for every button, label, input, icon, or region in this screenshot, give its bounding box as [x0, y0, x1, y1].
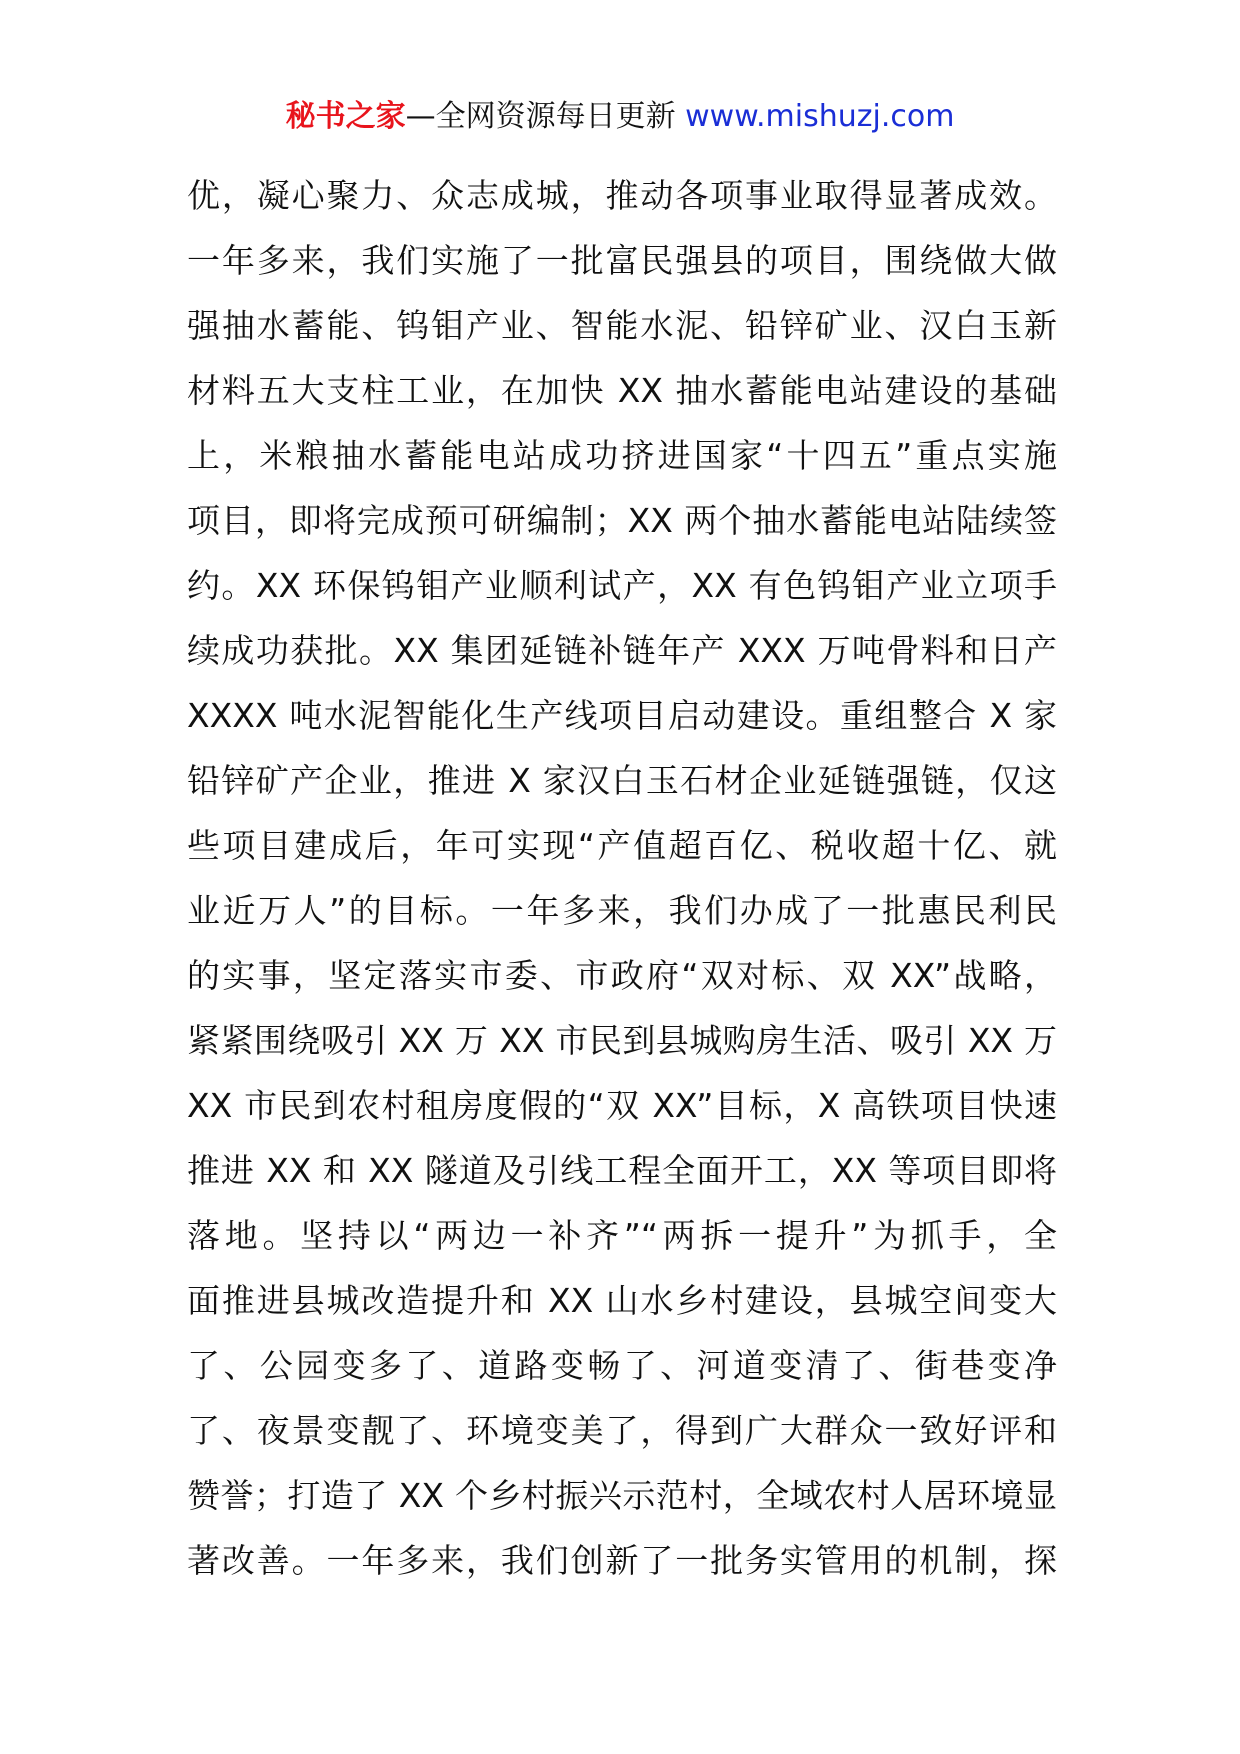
text-line: 面推进县城改造提升和 XX 山水乡村建设，县城空间变大 — [187, 1281, 1057, 1320]
text-line: 上，米粮抽水蓄能电站成功挤进国家“十四五”重点实施 — [187, 436, 1057, 475]
text-line: 强抽水蓄能、钨钼产业、智能水泥、铅锌矿业、汉白玉新 — [187, 306, 1057, 345]
text-line: 著改善。一年多来，我们创新了一批务实管用的机制，探 — [187, 1541, 1057, 1580]
text-line: 落地。坚持以“两边一补齐”“两拆一提升”为抓手，全 — [187, 1216, 1057, 1255]
text-line: 优，凝心聚力、众志成城，推动各项事业取得显著成效。 — [187, 176, 1057, 215]
text-line: 材料五大支柱工业，在加快 XX 抽水蓄能电站建设的基础 — [187, 371, 1057, 410]
text-line: 业近万人”的目标。一年多来，我们办成了一批惠民利民 — [187, 891, 1057, 930]
text-line: 推进 XX 和 XX 隧道及引线工程全面开工，XX 等项目即将 — [187, 1151, 1057, 1190]
text-line: 的实事，坚定落实市委、市政府“双对标、双 XX”战略， — [187, 956, 1057, 995]
text-line: 紧紧围绕吸引 XX 万 XX 市民到县城购房生活、吸引 XX 万 — [187, 1021, 1057, 1060]
site-tagline: —全网资源每日更新 — [405, 99, 676, 134]
text-line: XX 市民到农村租房度假的“双 XX”目标，X 高铁项目快速 — [187, 1086, 1057, 1125]
text-line: 项目，即将完成预可研编制；XX 两个抽水蓄能电站陆续签 — [187, 501, 1057, 540]
text-line: 铅锌矿产企业，推进 X 家汉白玉石材企业延链强链，仅这 — [187, 761, 1057, 800]
document-body — [187, 163, 1057, 1593]
text-line: 了、公园变多了、道路变畅了、河道变清了、街巷变净 — [187, 1346, 1057, 1385]
site-url-link[interactable]: www.mishuzj.com — [685, 99, 955, 134]
text-line: 些项目建成后，年可实现“产值超百亿、税收超十亿、就 — [187, 826, 1057, 865]
site-brand: 秘书之家 — [285, 99, 406, 134]
text-line: XXXX 吨水泥智能化生产线项目启动建设。重组整合 X 家 — [187, 696, 1057, 735]
text-line: 约。XX 环保钨钼产业顺利试产，XX 有色钨钼产业立项手 — [187, 566, 1057, 605]
page-header — [0, 97, 1240, 137]
text-line: 续成功获批。XX 集团延链补链年产 XXX 万吨骨料和日产 — [187, 631, 1057, 670]
text-line: 赞誉；打造了 XX 个乡村振兴示范村，全域农村人居环境显 — [187, 1476, 1057, 1515]
text-line: 一年多来，我们实施了一批富民强县的项目，围绕做大做 — [187, 241, 1057, 280]
text-line: 了、夜景变靓了、环境变美了，得到广大群众一致好评和 — [187, 1411, 1057, 1450]
